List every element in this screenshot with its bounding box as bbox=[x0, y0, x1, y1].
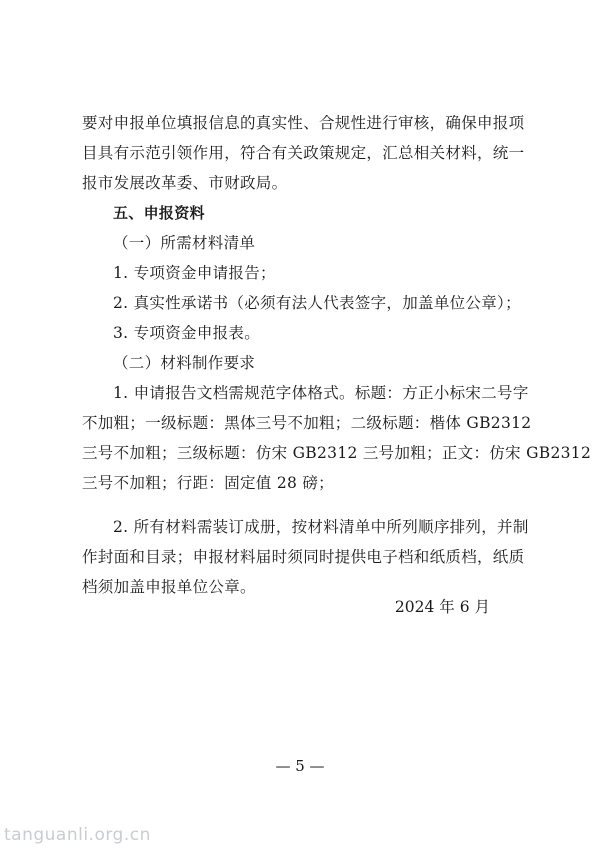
list-item: 2. 真实性承诺书（必须有法人代表签字，加盖单位公章）； bbox=[113, 294, 521, 312]
body-text bbox=[82, 108, 592, 602]
list-item: 3. 专项资金申报表。 bbox=[113, 324, 261, 342]
intro-line: 目具有示范引领作用，符合有关政策规定，汇总相关材料，统一 bbox=[82, 144, 525, 162]
page-number: — 5 — bbox=[275, 757, 325, 775]
requirement-line: 三号不加粗；行距：固定值 28 磅； bbox=[82, 474, 334, 492]
list-item: 1. 专项资金申请报告； bbox=[113, 264, 276, 282]
requirement-line: 档须加盖申报单位公章。 bbox=[82, 578, 256, 596]
intro-line: 要对申报单位填报信息的真实性、合规性进行审核，确保申报项 bbox=[82, 114, 525, 132]
requirement-line: 1. 申请报告文档需规范字体格式。标题：方正小标宋二号字 bbox=[113, 384, 529, 402]
requirement-line: 不加粗；一级标题：黑体三号不加粗；二级标题：楷体 GB2312 bbox=[82, 414, 532, 432]
document-date: 2024 年 6 月 bbox=[394, 598, 490, 616]
section-heading: 五、申报资料 bbox=[113, 204, 205, 222]
requirement-line: 2. 所有材料需装订成册，按材料清单中所列顺序排列，并制 bbox=[113, 518, 529, 536]
watermark-text: tanguanli.org.cn bbox=[4, 825, 151, 845]
subsection-heading-requirements: （二）材料制作要求 bbox=[113, 354, 256, 372]
subsection-heading-materials-list: （一）所需材料清单 bbox=[113, 234, 256, 252]
requirement-line: 作封面和目录；申报材料届时须同时提供电子档和纸质档，纸质 bbox=[82, 548, 525, 566]
intro-line: 报市发展改革委、市财政局。 bbox=[82, 174, 288, 192]
requirement-line: 三号不加粗；三级标题：仿宋 GB2312 三号加粗；正文：仿宋 GB2312 bbox=[82, 444, 592, 462]
